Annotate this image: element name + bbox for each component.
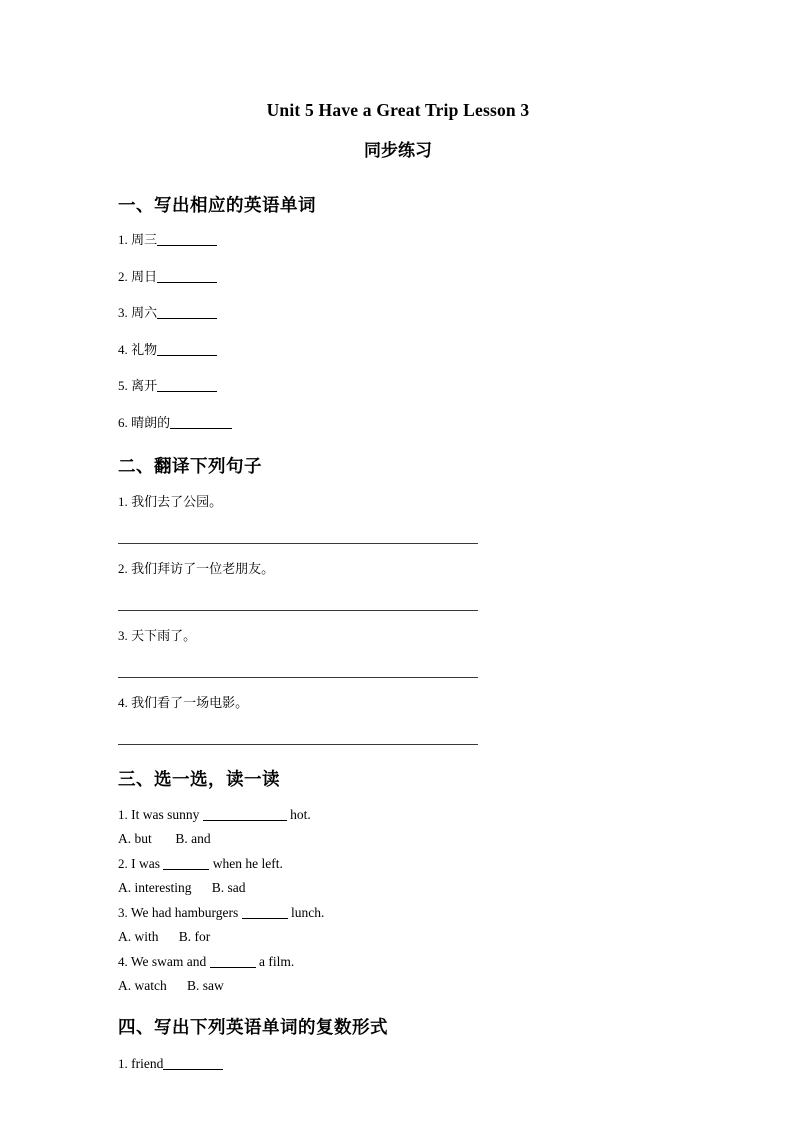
answer-blank[interactable] (157, 355, 217, 356)
question-text (118, 494, 678, 511)
section-heading-2: 二、翻译下列句子 (118, 456, 262, 477)
option-b[interactable]: B. saw (186, 978, 224, 993)
list-item (118, 232, 678, 249)
item-text: friend (131, 1056, 164, 1071)
item-text: 离开 (131, 379, 158, 394)
item-text: 天下雨了。 (131, 628, 197, 644)
question-text (118, 954, 678, 970)
question-suffix: lunch. (287, 904, 325, 920)
item-number: 1. (118, 1056, 128, 1071)
answer-line[interactable] (118, 543, 478, 544)
option-a[interactable]: A. watch (118, 978, 167, 993)
answer-blank[interactable] (210, 967, 256, 968)
question-text (118, 695, 678, 712)
question-suffix: hot. (286, 806, 311, 822)
option-b[interactable]: B. for (178, 929, 211, 944)
item-number: 4. (118, 953, 128, 969)
item-text: 礼物 (131, 342, 158, 358)
item-text: 我们去了公园。 (131, 494, 223, 510)
question-text (118, 561, 678, 578)
option-a[interactable]: A. interesting (118, 880, 192, 895)
section-2-items (118, 494, 678, 745)
item-number: 3. (118, 904, 128, 920)
item-number: 4. (118, 694, 128, 710)
option-row (118, 929, 678, 945)
item-text: 周三 (131, 233, 158, 248)
list-item (118, 305, 678, 322)
list-item (118, 342, 678, 359)
answer-blank[interactable] (163, 1069, 223, 1070)
question-suffix: a film. (255, 953, 295, 969)
section-heading-3: 三、选一选，读一读 (118, 769, 280, 790)
list-item (118, 494, 678, 544)
answer-blank[interactable] (203, 820, 287, 821)
answer-blank[interactable] (157, 318, 217, 319)
item-text: 周六 (131, 306, 158, 321)
section-heading-1: 一、写出相应的英语单词 (118, 196, 316, 216)
list-item (118, 561, 678, 611)
item-number: 2. (118, 560, 128, 576)
section-heading-4: 四、写出下列英语单词的复数形式 (118, 1018, 388, 1038)
page-title: Unit 5 Have a Great Trip Lesson 3 (266, 100, 530, 120)
answer-blank[interactable] (157, 282, 217, 283)
item-number: 2. (118, 855, 128, 871)
list-item (118, 1056, 678, 1072)
option-row (118, 978, 678, 994)
item-text: 我们看了一场电影。 (131, 695, 249, 711)
list-item (118, 695, 678, 745)
option-a[interactable]: A. with (118, 929, 159, 944)
item-number: 1. (118, 493, 128, 509)
answer-blank[interactable] (163, 869, 209, 870)
list-item (118, 378, 678, 395)
option-b[interactable]: B. sad (211, 880, 246, 895)
question-text (118, 905, 678, 921)
list-item (118, 415, 678, 432)
item-number: 3. (118, 627, 128, 643)
option-row (118, 880, 678, 896)
question-suffix: when he left. (209, 855, 283, 871)
question-prefix: We swam and (130, 953, 210, 969)
answer-line[interactable] (118, 744, 478, 745)
document-content (118, 0, 678, 1072)
item-number: 5. (118, 378, 128, 393)
item-number: 1. (118, 806, 128, 822)
question-prefix: It was sunny (131, 806, 203, 822)
question-text (118, 628, 678, 645)
answer-blank[interactable] (157, 245, 217, 246)
page-subtitle: 同步练习 (364, 141, 432, 161)
answer-line[interactable] (118, 677, 478, 678)
item-number: 2. (118, 268, 128, 284)
section-3-items (118, 807, 678, 995)
question-text (118, 807, 678, 823)
list-item (118, 628, 678, 678)
item-number: 6. (118, 414, 128, 430)
item-number: 1. (118, 232, 128, 247)
option-row (118, 831, 678, 847)
item-text: 晴朗的 (131, 415, 171, 431)
item-text: 我们拜访了一位老朋友。 (131, 561, 275, 577)
item-number: 3. (118, 305, 128, 320)
list-item (118, 269, 678, 286)
question-prefix: I was (131, 855, 164, 871)
question-text (118, 856, 678, 872)
option-b[interactable]: B. and (175, 831, 211, 846)
answer-line[interactable] (118, 610, 478, 611)
section-4-items (118, 1056, 678, 1072)
option-a[interactable]: A. but (118, 831, 152, 846)
item-text: 周日 (131, 269, 158, 285)
answer-blank[interactable] (242, 918, 288, 919)
question-prefix: We had hamburgers (130, 904, 242, 920)
answer-blank[interactable] (170, 428, 232, 429)
section-1-items (118, 232, 678, 432)
answer-blank[interactable] (157, 391, 217, 392)
item-number: 4. (118, 341, 128, 357)
